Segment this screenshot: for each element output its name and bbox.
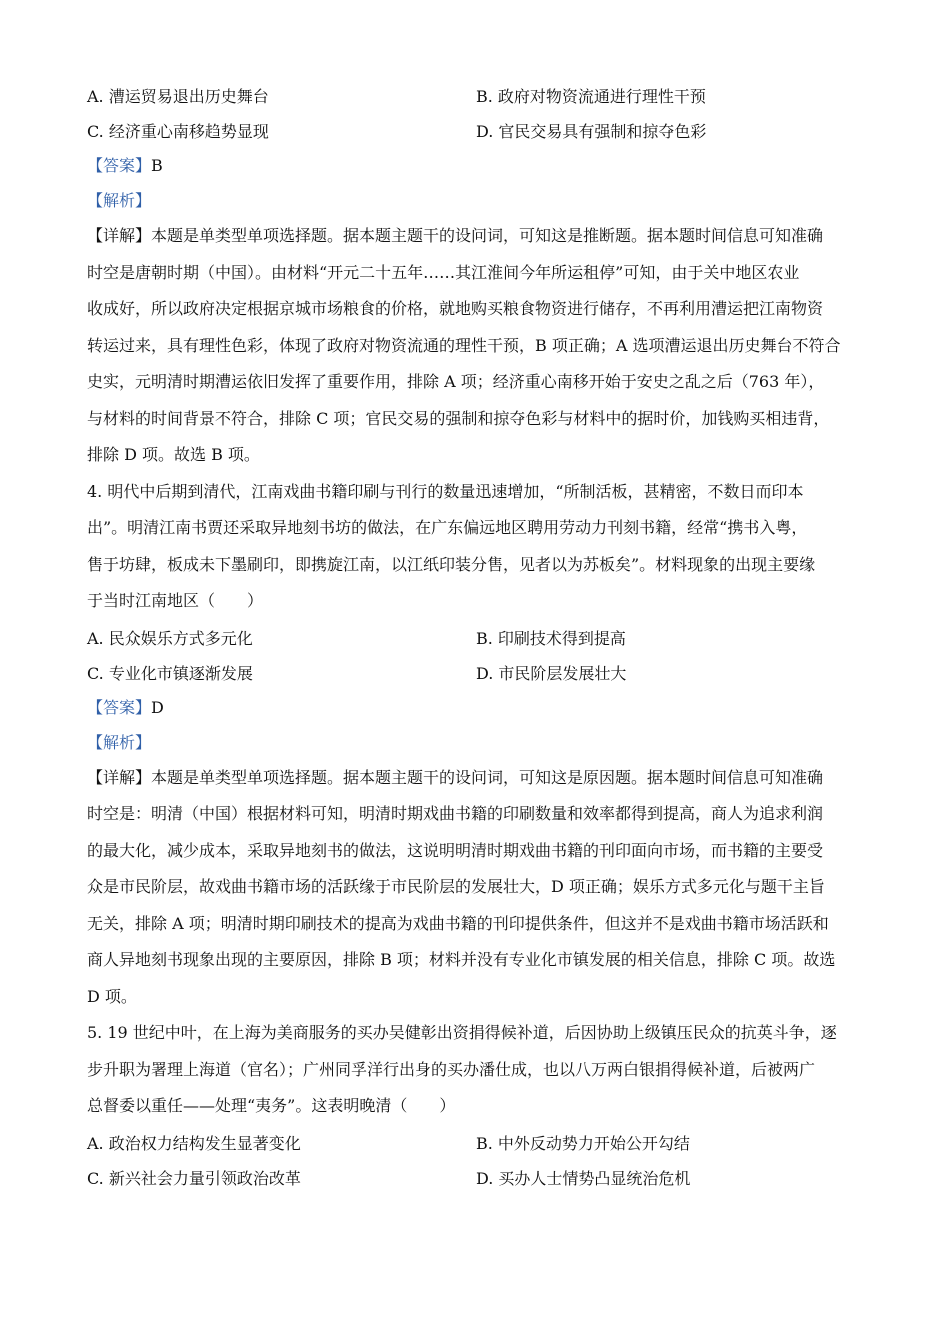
q3-detail-line: 转运过来，具有理性色彩，体现了政府对物资流通的理性干预，B 项正确；A 选项漕运退出历史舞台不符合 bbox=[87, 335, 841, 355]
q3-detail-line: 史实，元明清时期漕运依旧发挥了重要作用，排除 A 项；经济重心南移开始于安史之乱之后（763 年）， bbox=[87, 372, 825, 391]
q4-analysis-line bbox=[87, 725, 867, 760]
analysis-tag: 【解析】 bbox=[87, 191, 152, 210]
q5-stem-line: 5. 19 世纪中叶，在上海为美商服务的买办吴健彰出资捐得候补道，后因协助上级镇压民众的抗英斗争，逐 bbox=[87, 1023, 837, 1042]
q5-option-a: A. 政治权力结构发生显著变化 bbox=[87, 1133, 301, 1153]
q5-option-d: D. 买办人士情势凸显统治危机 bbox=[476, 1168, 691, 1188]
analysis-tag: 【解析】 bbox=[87, 732, 152, 752]
q4-options-row-2 bbox=[87, 655, 867, 690]
q4-detail-line: 的最大化，减少成本，采取异地刻书的做法，这说明明清时期戏曲书籍的刊印面向市场，而书籍的主要受 bbox=[87, 840, 824, 860]
q3-answer: B bbox=[151, 156, 163, 175]
q4-options-row-1 bbox=[87, 620, 867, 655]
q3-option-a: A. 漕运贸易退出历史舞台 bbox=[87, 87, 269, 106]
q4-detail-line: 时空是：明清（中国）根据材料可知，明清时期戏曲书籍的印刷数量和效率都得到提高，商人为追求利润 bbox=[87, 804, 824, 823]
q5-stem bbox=[87, 1015, 867, 1125]
q4-detail bbox=[87, 760, 867, 1016]
q5-option-c: C. 新兴社会力量引领政治改革 bbox=[87, 1168, 301, 1188]
document-page bbox=[87, 78, 867, 1195]
q3-answer-line bbox=[87, 148, 867, 183]
answer-tag: 【答案】 bbox=[87, 156, 152, 175]
detail-tag: 【详解】 bbox=[87, 767, 152, 787]
q4-stem-line: 售于坊肆，板成未下墨刷印，即携旋江南，以江纸印装分售，见者以为苏板矣”。材料现象的出现主要缘 bbox=[87, 554, 816, 574]
q5-options-row-2 bbox=[87, 1160, 867, 1195]
q4-stem-line: 4. 明代中后期到清代，江南戏曲书籍印刷与刊行的数量迅速增加，“所制活板，甚精密，不数日而印本 bbox=[87, 481, 804, 501]
detail-tag: 【详解】 bbox=[87, 226, 152, 245]
q3-detail-line: 排除 D 项。故选 B 项。 bbox=[87, 445, 260, 464]
q5-stem-line: 总督委以重任——处理“夷务”。这表明晚清（ ） bbox=[87, 1096, 456, 1115]
q5-option-b: B. 中外反动势力开始公开勾结 bbox=[476, 1133, 690, 1153]
q4-stem-line: 出”。明清江南书贾还采取异地刻书坊的做法，在广东偏远地区聘用劳动力刊刻书籍，经常“携书入粤， bbox=[87, 518, 808, 537]
q5-options-row-1 bbox=[87, 1125, 867, 1160]
q4-option-c: C. 专业化市镇逐渐发展 bbox=[87, 663, 253, 683]
q4-stem bbox=[87, 474, 867, 620]
q4-answer: D bbox=[151, 697, 164, 717]
q3-detail-line: 收成好，所以政府决定根据京城市场粮食的价格，就地购买粮食物资进行储存，不再利用漕运把江南物资 bbox=[87, 299, 824, 318]
q3-option-b: B. 政府对物资流通进行理性干预 bbox=[476, 87, 706, 106]
q4-answer-line bbox=[87, 690, 867, 725]
q3-options-row-2 bbox=[87, 113, 867, 148]
q4-stem-line: 于当时江南地区（ ） bbox=[87, 591, 264, 610]
q4-detail-line: 无关，排除 A 项；明清时期印刷技术的提高为戏曲书籍的刊印提供条件，但这并不是戏曲书籍市场活跃和 bbox=[87, 913, 829, 933]
q3-detail-line: 本题是单类型单项选择题。据本题主题干的设问词，可知这是推断题。据本题时间信息可知准确 bbox=[151, 226, 824, 245]
q4-detail-line: D 项。 bbox=[87, 986, 137, 1006]
q4-detail-line: 本题是单类型单项选择题。据本题主题干的设问词，可知这是原因题。据本题时间信息可知准确 bbox=[151, 767, 824, 787]
q4-detail-line: 众是市民阶层，故戏曲书籍市场的活跃缘于市民阶层的发展壮大，D 项正确；娱乐方式多元化与题干主旨 bbox=[87, 877, 825, 896]
q4-option-a: A. 民众娱乐方式多元化 bbox=[87, 628, 253, 648]
q3-option-d: D. 官民交易具有强制和掠夺色彩 bbox=[476, 122, 707, 141]
q4-option-d: D. 市民阶层发展壮大 bbox=[476, 663, 627, 683]
q3-options-row-1 bbox=[87, 78, 867, 113]
q3-detail-line: 时空是唐朝时期（中国）。由材料“开元二十五年……其江淮间今年所运租停”可知，由于关中地区农业 bbox=[87, 262, 800, 282]
q3-detail-line: 与材料的时间背景不符合，排除 C 项；官民交易的强制和掠夺色彩与材料中的据时价，加钱购买相违背， bbox=[87, 408, 830, 428]
q5-stem-line: 步升职为署理上海道（官名）；广州同孚洋行出身的买办潘仕成，也以八万两白银捐得候补道，后被两广 bbox=[87, 1059, 816, 1079]
q3-analysis-line bbox=[87, 183, 867, 218]
answer-tag: 【答案】 bbox=[87, 697, 152, 717]
q3-option-c: C. 经济重心南移趋势显现 bbox=[87, 122, 269, 141]
q4-detail-line: 商人异地刻书现象出现的主要原因，排除 B 项；材料并没有专业化市镇发展的相关信息，排除 C 项。故选 bbox=[87, 950, 836, 969]
q3-detail bbox=[87, 218, 867, 474]
q4-option-b: B. 印刷技术得到提高 bbox=[476, 628, 626, 648]
